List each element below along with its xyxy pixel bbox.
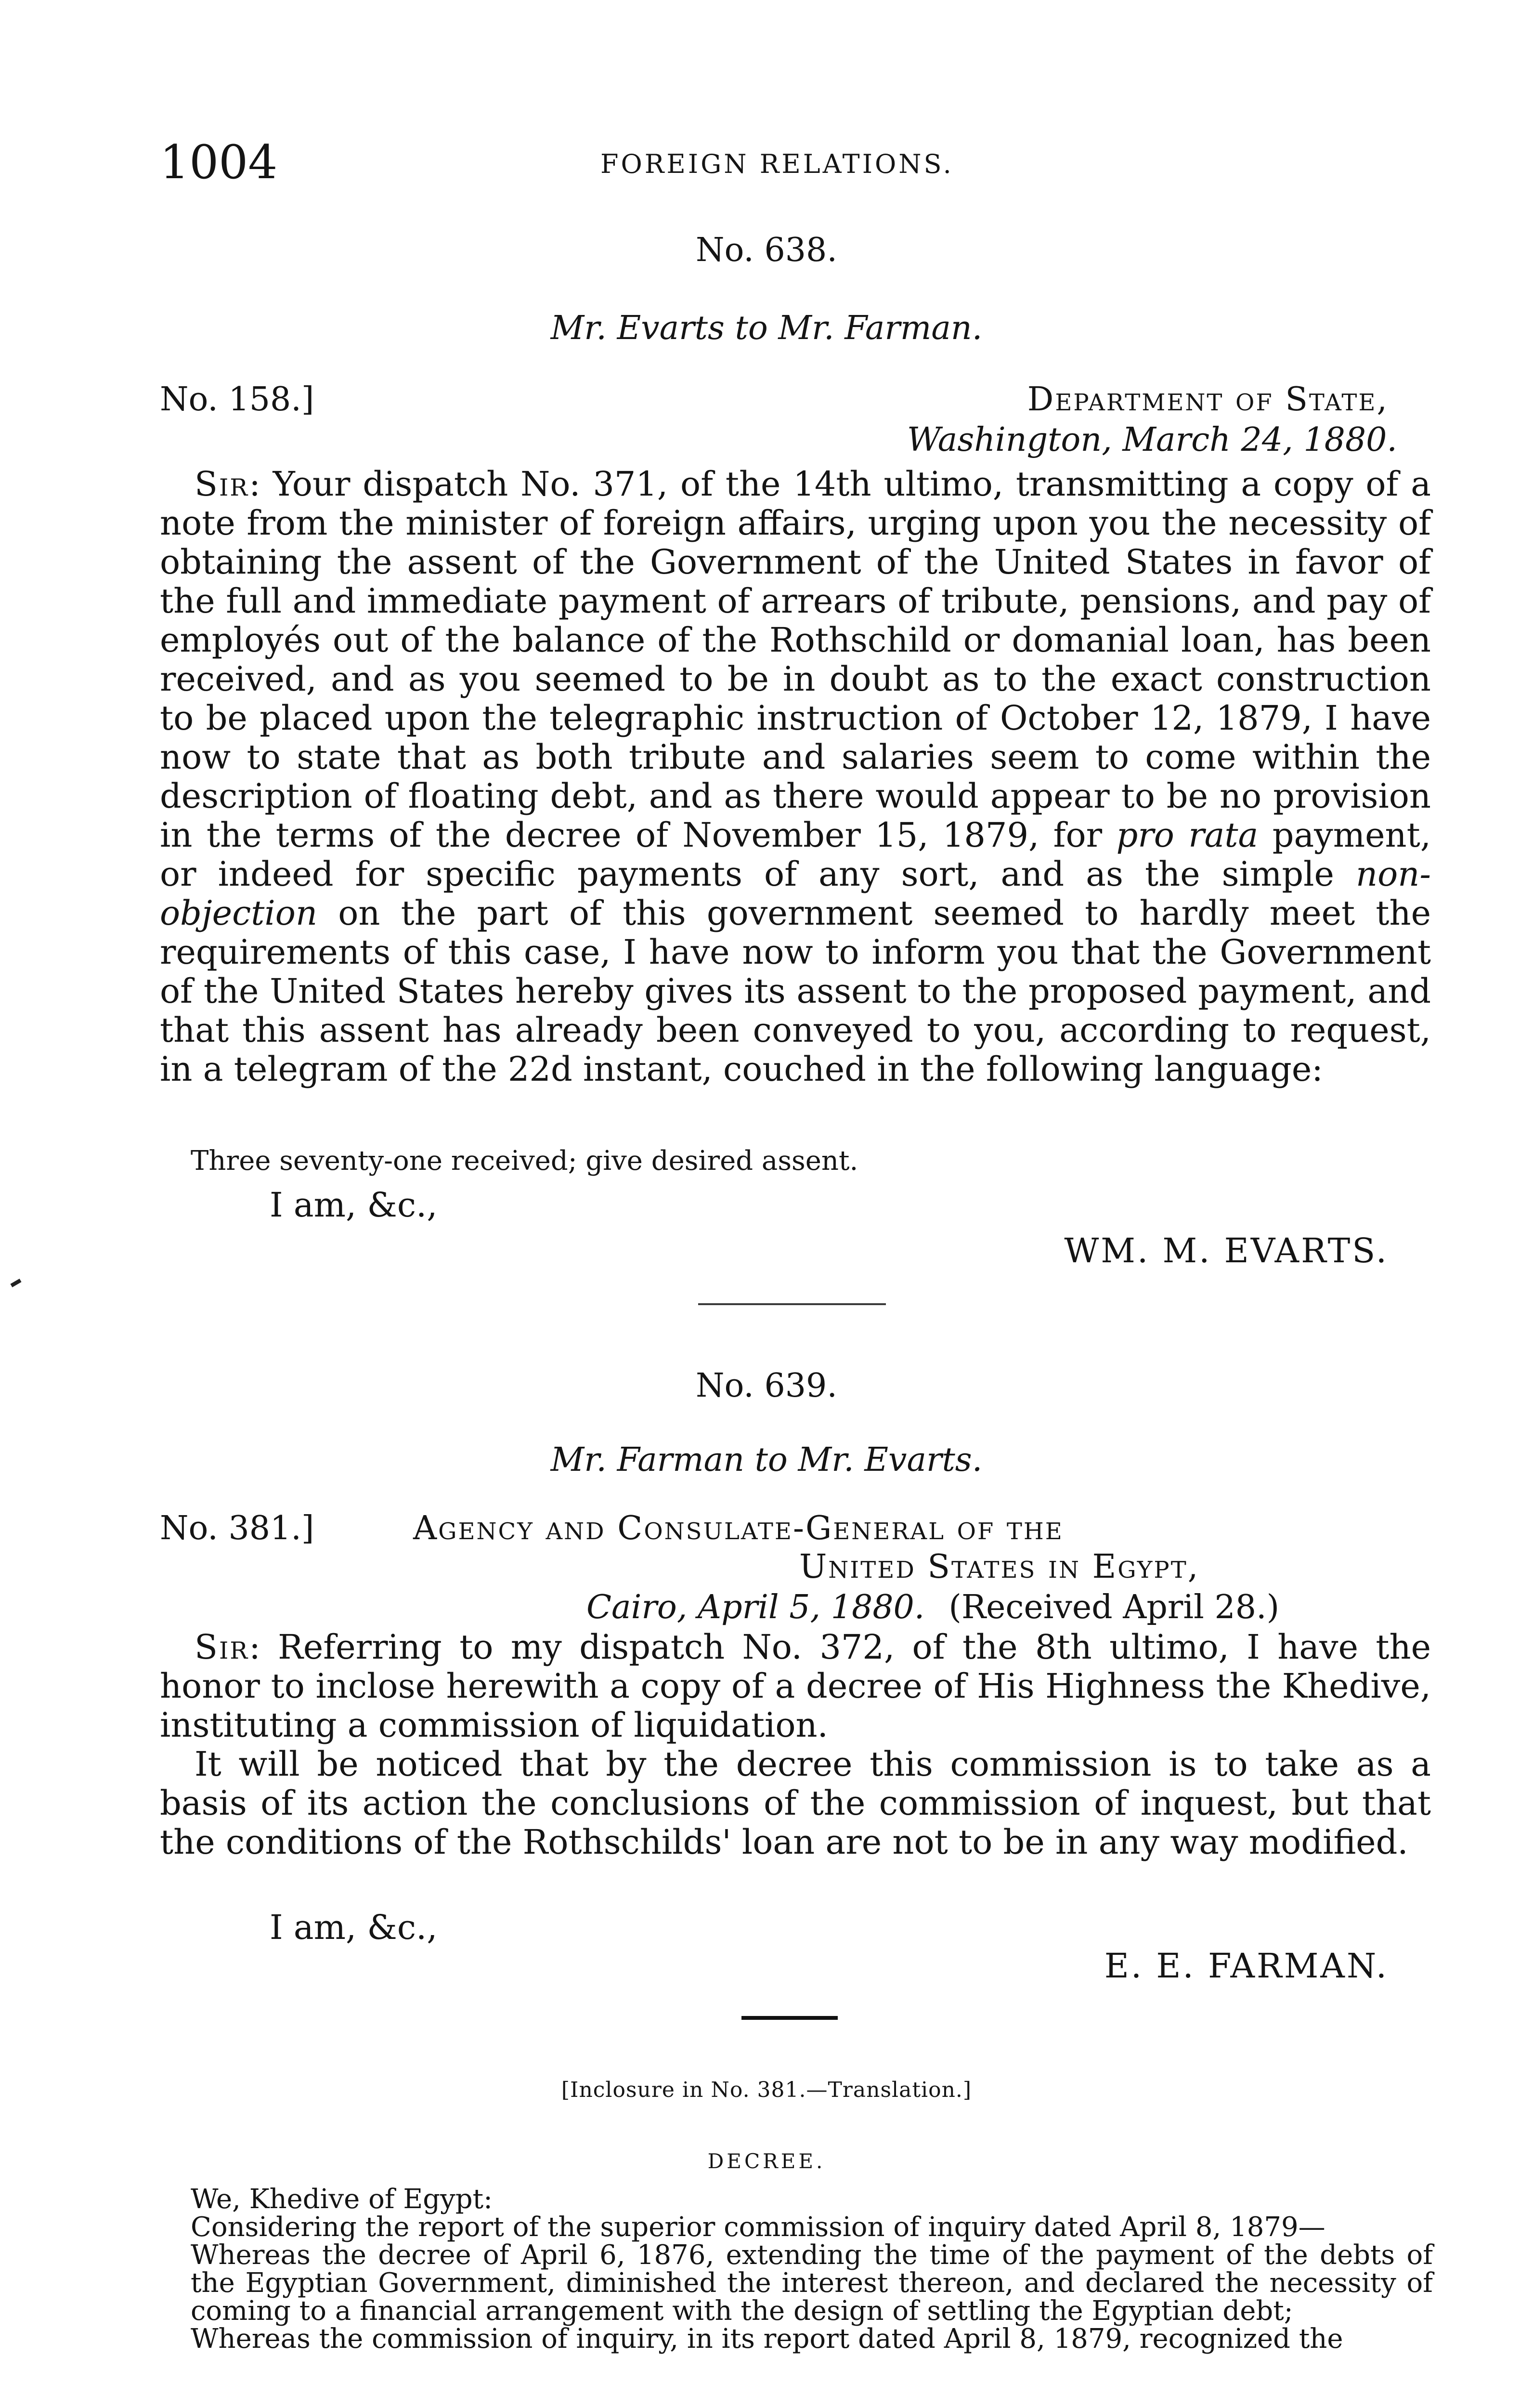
doc1-quote: Three seventy-one received; give desired assent. bbox=[191, 1145, 858, 1177]
running-title: FOREIGN RELATIONS. bbox=[600, 149, 954, 179]
doc1-dateline-place-date: Washington, March 24, 1880. bbox=[907, 421, 1397, 459]
stray-mark bbox=[10, 1279, 21, 1287]
doc2-body bbox=[160, 1628, 1431, 1862]
page-number: 1004 bbox=[160, 135, 278, 189]
decree-line: Considering the report of the superior commission of inquiry dated April 8, 1879— bbox=[191, 2212, 1325, 2243]
doc2-dispatch-number: No. 381.] bbox=[160, 1509, 314, 1547]
doc1-title: Mr. Evarts to Mr. Farman. bbox=[550, 309, 983, 347]
doc1-number: No. 638. bbox=[696, 231, 837, 269]
doc2-para1-text: : Referring to my dispatch No. 372, of the 8th ultimo, I have the honor to inclose herewith a copy of a decree of His Highness the Khedive, instituting a commission of liquidation. bbox=[160, 1627, 1431, 1745]
doc1-body-text-2: payment, or indeed for specific payments of any sort, and as the simple bbox=[160, 815, 1431, 894]
doc1-italic-non-objection: non-objection bbox=[160, 854, 1431, 933]
doc2-dateline-org-2: United States in Egypt, bbox=[799, 1548, 1200, 1586]
doc1-body bbox=[160, 465, 1431, 1089]
doc2-paragraph-2: It will be noticed that by the decree this commission is to take as a basis of its action the conclusions of the commission of inquest, but that the conditions of the Rothschilds' loan are not to be in any way modified. bbox=[160, 1744, 1431, 1862]
doc2-dateline-org-1: Agency and Consulate-General of the bbox=[413, 1509, 1064, 1547]
doc1-italic-pro-rata: pro rata bbox=[1116, 815, 1259, 855]
decree-line: We, Khedive of Egypt: bbox=[191, 2184, 493, 2215]
section-divider bbox=[698, 1303, 886, 1305]
doc1-paragraph bbox=[160, 465, 1431, 1089]
doc2-received: (Received April 28.) bbox=[948, 1588, 1280, 1626]
inclosure-caption: [Inclosure in No. 381.—Translation.] bbox=[561, 2078, 972, 2102]
decree-line: Whereas the decree of April 6, 1876, extending the time of the payment of the debts of the Egyptian Government, diminished the interest thereon, and declared the necessity of coming to a financial arrangement with the design of settling the Egyptian debt; bbox=[191, 2239, 1433, 2327]
doc2-salutation: Sir bbox=[195, 1627, 249, 1667]
doc1-dispatch-number: No. 158.] bbox=[160, 380, 314, 419]
decree-text bbox=[191, 2186, 1433, 2353]
doc1-closing: I am, &c., bbox=[270, 1185, 438, 1225]
doc2-closing: I am, &c., bbox=[270, 1908, 438, 1947]
doc2-number: No. 639. bbox=[696, 1367, 837, 1405]
doc1-dateline-org: Department of State, bbox=[1027, 380, 1389, 419]
doc2-dateline-line bbox=[586, 1587, 1279, 1628]
doc2-paragraph-1 bbox=[160, 1628, 1431, 1745]
decree-line: Whereas the commission of inquiry, in its report dated April 8, 1879, recognized the bbox=[191, 2323, 1343, 2355]
running-head bbox=[160, 136, 1373, 189]
doc2-title: Mr. Farman to Mr. Evarts. bbox=[550, 1441, 983, 1479]
section-divider-heavy bbox=[741, 2016, 838, 2020]
doc1-body-text-3: on the part of this government seemed to hardly meet the requirements of this case, I have now to inform you that the Government of the United States hereby gives its assent to the proposed payment, and that this assent has already been conveyed to you, according to request, in a telegram of the 22d instant, couched in the following language: bbox=[160, 893, 1431, 1089]
doc1-body-text-1: : Your dispatch No. 371, of the 14th ultimo, transmitting a copy of a note from the minister of foreign affairs, urging upon you the necessity of obtaining the assent of the Government of the United States in favor of the full and immediate payment of arrears of tribute, pensions, and pay of employés out of the balance of the Rothschild or domanial loan, has been received, and as you seemed to be in doubt as to the exact construction to be placed upon the telegraphic instruction of October 12, 1879, I have now to state that as both tribute and salaries seem to come within the description of floating debt, and as there would appear to be no provision in the terms of the decree of November 15, 1879, for bbox=[160, 464, 1431, 855]
decree-heading: DECREE. bbox=[707, 2149, 826, 2173]
doc1-signature: WM. M. EVARTS. bbox=[1064, 1231, 1389, 1270]
doc1-salutation: Sir bbox=[195, 464, 249, 504]
doc2-signature: E. E. FARMAN. bbox=[1104, 1946, 1389, 1986]
doc2-dateline-place-date: Cairo, April 5, 1880. bbox=[586, 1588, 925, 1626]
